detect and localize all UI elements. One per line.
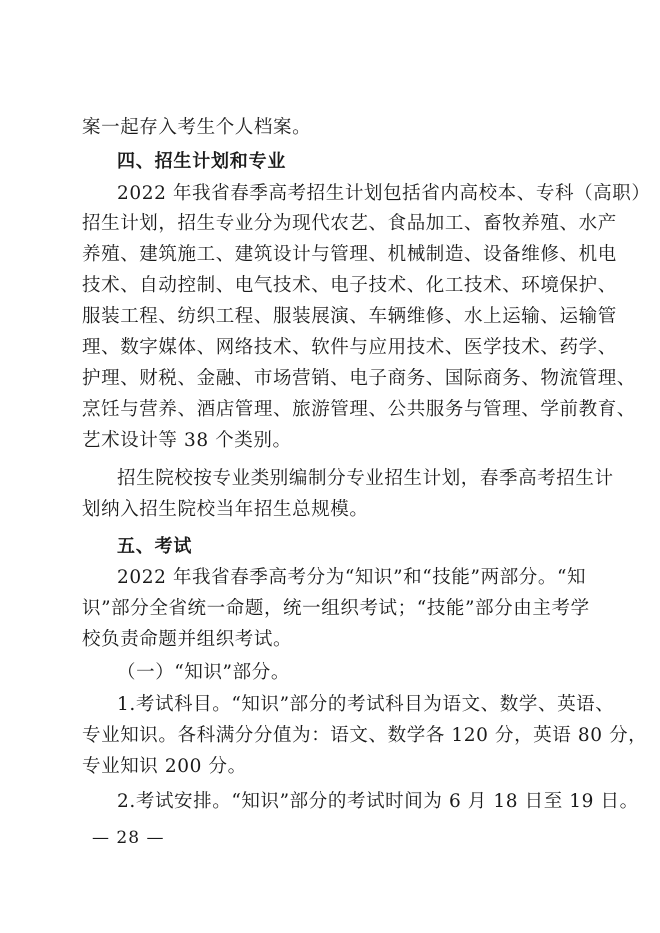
paragraph-line: 养殖、建筑施工、建筑设计与管理、机械制造、设备维修、机电: [82, 244, 617, 265]
paragraph-line: 招生院校按专业类别编制分专业招生计划，春季高考招生计: [117, 468, 614, 489]
paragraph-line: 2022 年我省春季高考招生计划包括省内高校本、专科（高职）: [117, 183, 651, 204]
page-number: — 28 —: [92, 828, 165, 848]
paragraph-line: 2022 年我省春季高考分为“知识”和“技能”两部分。“知: [117, 567, 587, 588]
paragraph-line: 艺术设计等 38 个类别。: [82, 430, 292, 451]
paragraph-line: 划纳入招生院校当年招生总规模。: [82, 499, 369, 520]
paragraph-line: 护理、财税、金融、市场营销、电子商务、国际商务、物流管理、: [82, 368, 636, 389]
section-heading-5: 五、考试: [117, 536, 193, 557]
paragraph-line: 招生计划，招生专业分为现代农艺、食品加工、畜牧养殖、水产: [82, 213, 617, 234]
paragraph-line: 案一起存入考生个人档案。: [82, 117, 312, 138]
paragraph-line: 2.考试安排。“知识”部分的考试时间为 6 月 18 日至 19 日。: [117, 791, 639, 812]
paragraph-line: 技术、自动控制、电气技术、电子技术、化工技术、环境保护、: [82, 275, 617, 296]
paragraph-line: 理、数字媒体、网络技术、软件与应用技术、医学技术、药学、: [82, 337, 617, 358]
paragraph-line: 专业知识。各科满分分值为：语文、数学各 120 分，英语 80 分，: [82, 725, 648, 746]
paragraph-line: 识”部分全省统一命题，统一组织考试；“技能”部分由主考学: [82, 598, 590, 619]
paragraph-line: 专业知识 200 分。: [82, 756, 247, 777]
paragraph-line: 烹饪与营养、酒店管理、旅游管理、公共服务与管理、学前教育、: [82, 399, 636, 420]
paragraph-line: 服装工程、纺织工程、服装展演、车辆维修、水上运输、运输管: [82, 306, 617, 327]
paragraph-line: 校负责命题并组织考试。: [82, 629, 293, 650]
section-heading-4: 四、招生计划和专业: [117, 151, 287, 172]
paragraph-line: 1.考试科目。“知识”部分的考试科目为语文、数学、英语、: [117, 694, 615, 715]
subsection-heading: （一）“知识”部分。: [117, 662, 290, 683]
